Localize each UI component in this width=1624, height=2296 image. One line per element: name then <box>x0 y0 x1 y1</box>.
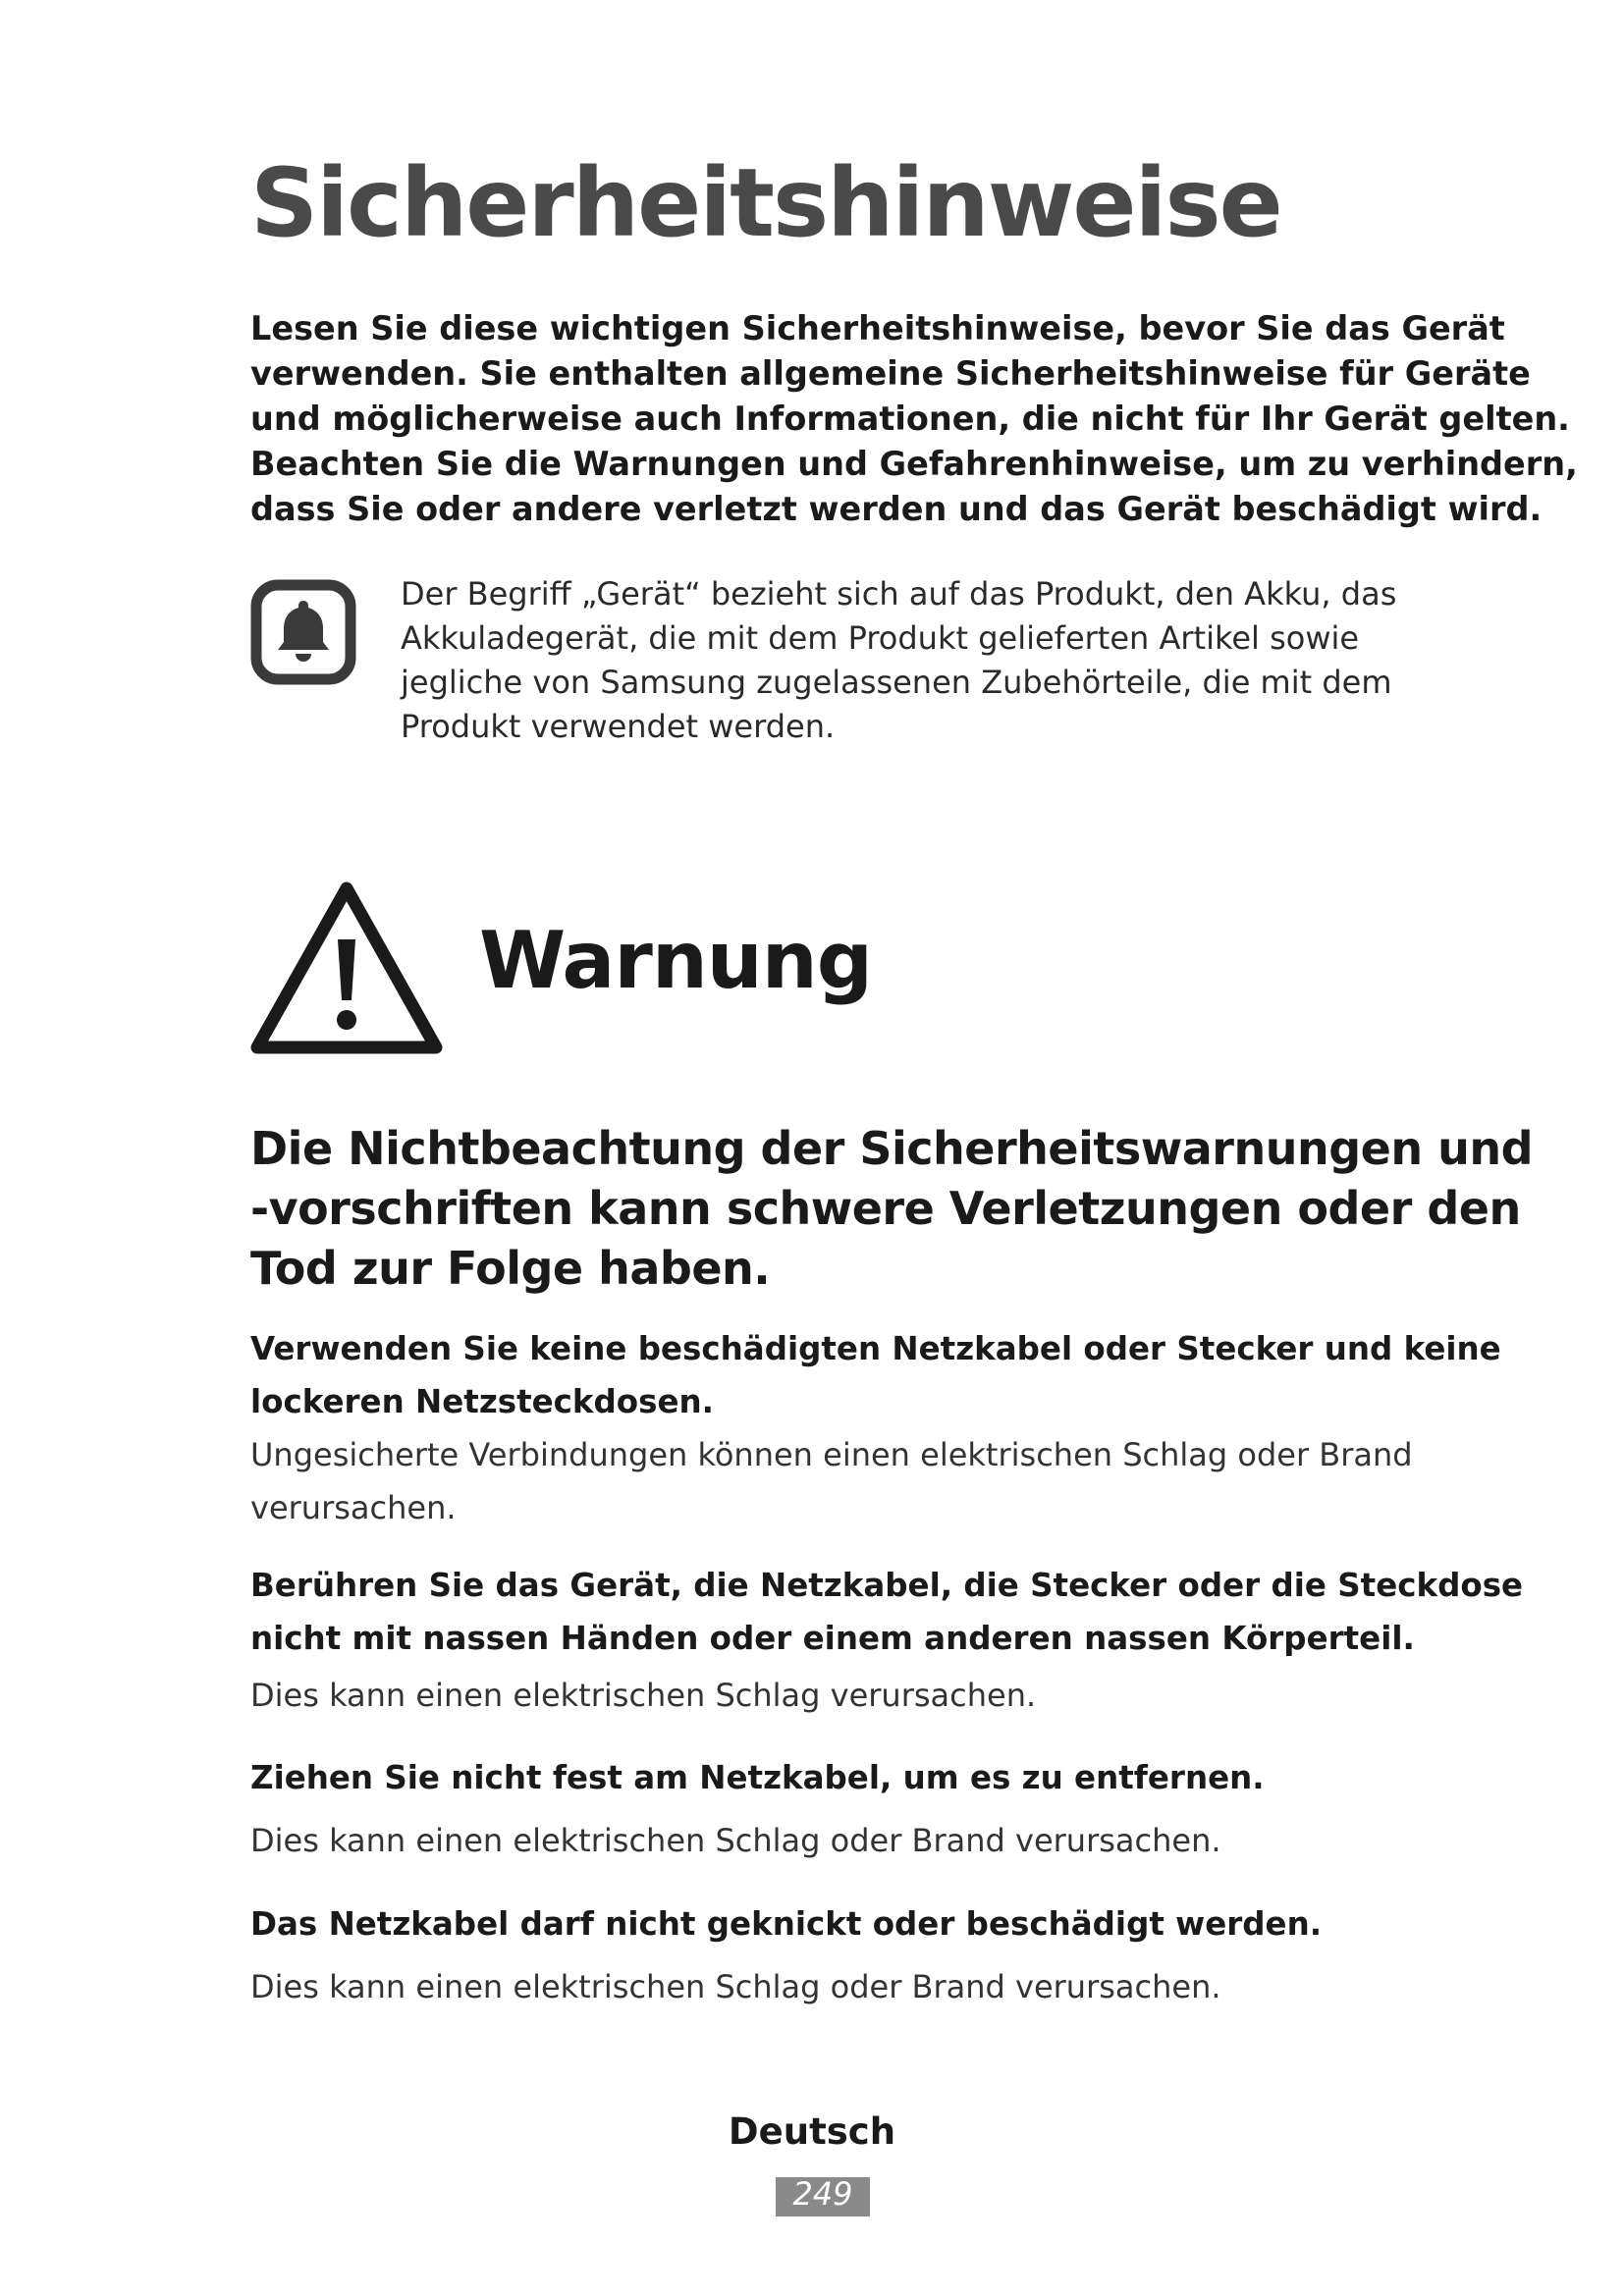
note-text <box>401 572 1397 749</box>
body-line: verursachen. <box>250 1489 457 1526</box>
body-line: Ungesicherte Verbindungen können einen elektrischen Schlag oder Brand <box>250 1436 1413 1473</box>
warning-item-heading <box>250 1559 1524 1665</box>
warning-item-body <box>250 1960 1429 2013</box>
intro-line: Beachten Sie die Warnungen und Gefahrenhinweise, um zu verhindern, <box>250 445 1578 483</box>
warning-item-heading <box>250 1897 1429 1950</box>
warning-item-body <box>250 1428 1429 1534</box>
heading-line: Ziehen Sie nicht fest am Netzkabel, um es zu entfernen. <box>250 1759 1265 1796</box>
page-title: Sicherheitshinweise <box>250 148 1281 258</box>
note-line: jegliche von Samsung zugelassenen Zubehörteile, die mit dem <box>401 664 1392 701</box>
heading-line: Das Netzkabel darf nicht geknickt oder beschädigt werden. <box>250 1905 1323 1943</box>
warning-item <box>250 1897 1429 2013</box>
warning-item <box>250 1322 1501 1534</box>
intro-line: dass Sie oder andere verletzt werden und das Gerät beschädigt wird. <box>250 490 1543 528</box>
warning-item-heading <box>250 1751 1429 1804</box>
heading-line: lockeren Netzsteckdosen. <box>250 1383 714 1420</box>
warning-item <box>250 1751 1429 1867</box>
warning-triangle-icon <box>247 879 446 1057</box>
warning-item-body <box>250 1814 1429 1867</box>
note-line: Produkt verwendet werden. <box>401 708 836 745</box>
warning-item-heading <box>250 1322 1501 1428</box>
body-line: Dies kann einen elektrischen Schlag verursachen. <box>250 1677 1037 1714</box>
body-line: Dies kann einen elektrischen Schlag oder Brand verursachen. <box>250 1968 1221 2005</box>
warning-lead-line: Die Nichtbeachtung der Sicherheitswarnungen und <box>250 1122 1534 1175</box>
intro-line: Lesen Sie diese wichtigen Sicherheitshinweise, bevor Sie das Gerät <box>250 309 1505 347</box>
warning-lead <box>250 1119 1534 1299</box>
bell-icon <box>250 579 356 685</box>
warning-item <box>250 1559 1524 1722</box>
intro-line: verwenden. Sie enthalten allgemeine Sicherheitshinweise für Geräte <box>250 354 1531 393</box>
warning-lead-line: Tod zur Folge haben. <box>250 1242 771 1295</box>
heading-line: Berühren Sie das Gerät, die Netzkabel, die Stecker oder die Steckdose <box>250 1567 1524 1604</box>
heading-line: nicht mit nassen Händen oder einem anderen nassen Körperteil. <box>250 1620 1415 1657</box>
footer-language: Deutsch <box>728 2110 896 2153</box>
warning-title: Warnung <box>479 915 872 1006</box>
page-number: 249 <box>776 2177 870 2216</box>
intro-paragraph <box>250 306 1578 532</box>
warning-item-body <box>250 1669 1429 1722</box>
note-line: Akkuladegerät, die mit dem Produkt gelieferten Artikel sowie <box>401 619 1360 657</box>
warning-lead-line: -vorschriften kann schwere Verletzungen oder den <box>250 1182 1521 1235</box>
intro-line: und möglicherweise auch Informationen, die nicht für Ihr Gerät gelten. <box>250 400 1570 438</box>
note-line: Der Begriff „Gerät“ bezieht sich auf das Produkt, den Akku, das <box>401 575 1397 613</box>
body-line: Dies kann einen elektrischen Schlag oder Brand verursachen. <box>250 1822 1221 1859</box>
heading-line: Verwenden Sie keine beschädigten Netzkabel oder Stecker und keine <box>250 1330 1501 1367</box>
